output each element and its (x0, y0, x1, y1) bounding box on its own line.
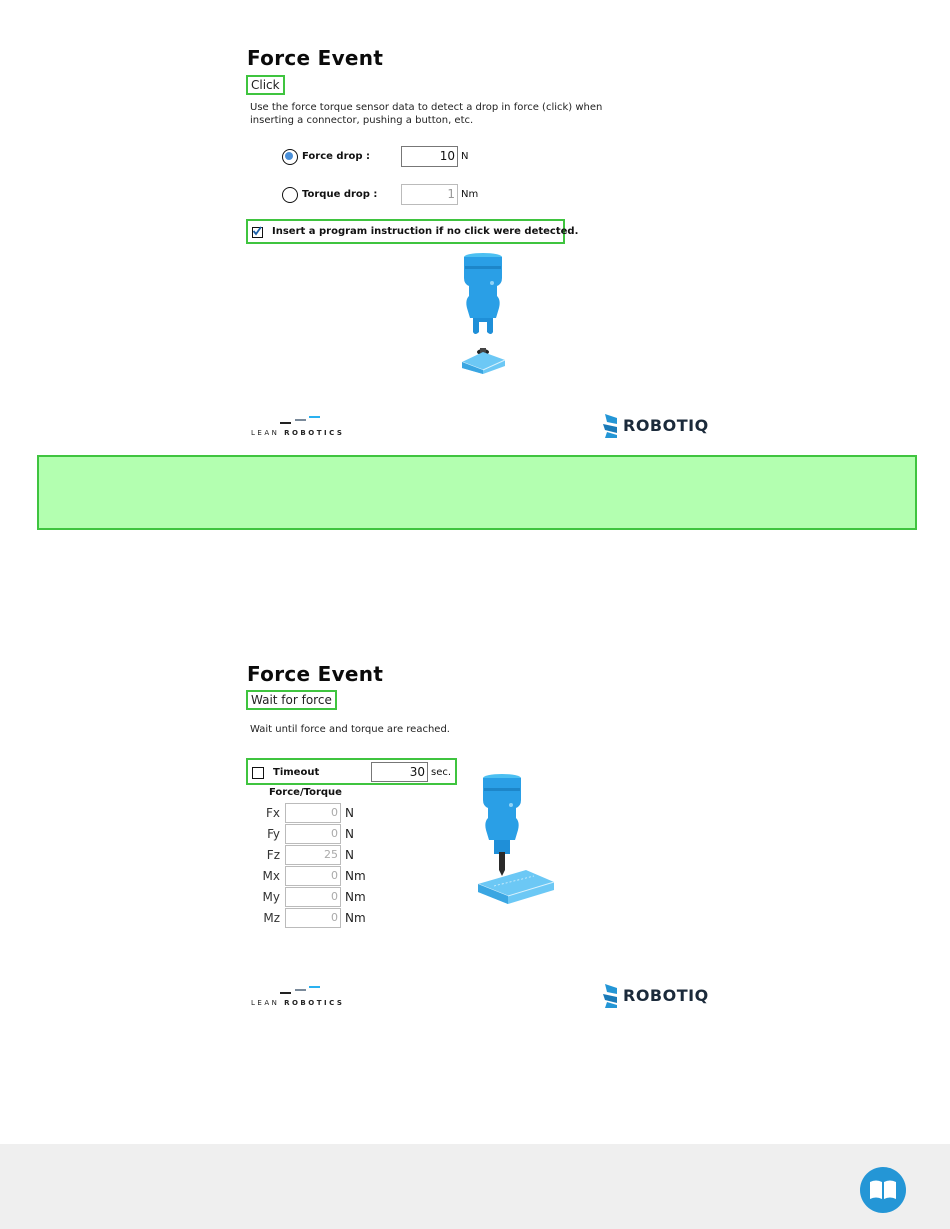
lean-robotics-logo (250, 982, 350, 1010)
checkmark-icon (252, 226, 262, 236)
force-drop-input[interactable]: 10 (401, 146, 458, 167)
lean-logo-marks (250, 985, 350, 997)
axis-label: Mz (263, 911, 280, 925)
mx-input[interactable]: 0 (285, 866, 341, 886)
fx-input[interactable]: 0 (285, 803, 341, 823)
timeout-row[interactable] (246, 758, 457, 785)
force-drop-unit: N (461, 151, 469, 162)
unit-label: N (345, 848, 354, 862)
robotiq-mark-icon (603, 984, 621, 1008)
page-footer (0, 1144, 950, 1229)
robotiq-mark-icon (603, 414, 621, 438)
page-title: Force Event (247, 662, 384, 686)
fy-input[interactable]: 0 (285, 824, 341, 844)
unit-label: Nm (345, 911, 366, 925)
book-icon[interactable] (860, 1167, 906, 1213)
gripper-click-illustration (455, 252, 515, 376)
torque-drop-radio[interactable] (282, 187, 298, 203)
timeout-label: Timeout (273, 767, 320, 778)
fz-input[interactable]: 25 (285, 845, 341, 865)
insert-instruction-checkbox[interactable] (252, 227, 263, 238)
note-panel (37, 455, 917, 530)
force-torque-header: Force/Torque (269, 787, 342, 798)
mz-input[interactable]: 0 (285, 908, 341, 928)
mode-label: Click (246, 75, 285, 95)
lean-suffix: ROBOTICS (284, 999, 345, 1007)
timeout-unit: sec. (431, 767, 452, 778)
insert-instruction-row[interactable] (246, 219, 579, 244)
lean-prefix: LEAN (251, 429, 280, 437)
unit-label: N (345, 806, 354, 820)
axis-label: Fy (267, 827, 280, 841)
lean-robotics-logo (250, 412, 350, 440)
lean-logo-marks (250, 415, 350, 427)
insert-instruction-label: Insert a program instruction if no click were detected. (272, 226, 579, 237)
timeout-checkbox[interactable] (252, 767, 264, 779)
description-line-2: inserting a connector, pushing a button, etc. (250, 115, 474, 126)
torque-drop-unit: Nm (461, 189, 479, 200)
page-title: Force Event (247, 46, 384, 70)
axis-label: Mx (262, 869, 280, 883)
gripper-wait-illustration (474, 772, 558, 908)
unit-label: Nm (345, 890, 366, 904)
torque-drop-input[interactable]: 1 (401, 184, 458, 205)
lean-suffix: ROBOTICS (284, 429, 345, 437)
force-drop-radio[interactable] (282, 149, 298, 165)
book-glyph (860, 1167, 906, 1213)
torque-drop-label: Torque drop : (302, 189, 378, 200)
mode-label: Wait for force (246, 690, 337, 710)
axis-label: Fz (266, 848, 280, 862)
unit-label: Nm (345, 869, 366, 883)
axis-label: My (262, 890, 280, 904)
timeout-input[interactable]: 30 (371, 762, 428, 782)
lean-prefix: LEAN (251, 999, 280, 1007)
force-drop-label: Force drop : (302, 151, 371, 162)
axis-label: Fx (265, 806, 280, 820)
description-line-1: Use the force torque sensor data to detect a drop in force (click) when (250, 102, 603, 113)
unit-label: N (345, 827, 354, 841)
robotiq-wordmark: ROBOTIQ (623, 986, 709, 1005)
robotiq-wordmark: ROBOTIQ (623, 416, 709, 435)
my-input[interactable]: 0 (285, 887, 341, 907)
description: Wait until force and torque are reached. (250, 724, 450, 735)
